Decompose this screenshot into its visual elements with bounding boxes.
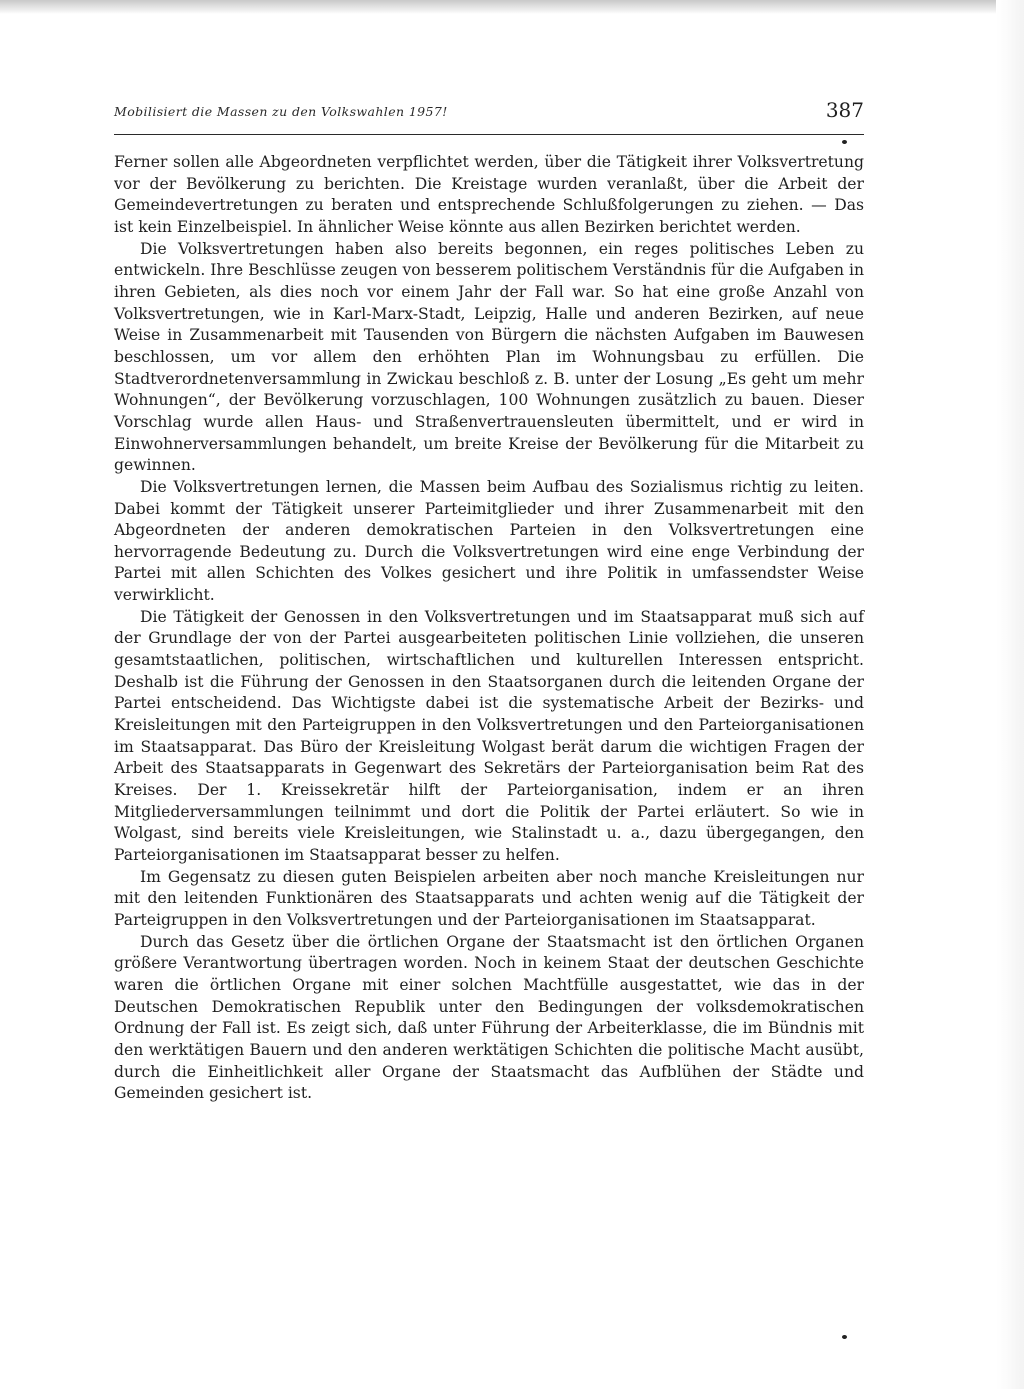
ink-speck [842, 1335, 847, 1339]
ink-speck [842, 140, 847, 144]
running-header [114, 98, 864, 135]
body-text [114, 152, 864, 1105]
paragraph-1: Ferner sollen alle Abgeordneten verpflichtet werden, über die Tätigkeit ihrer Volksvertretung vor der Bevölkerung zu berichten. Die Kreistage wurden veranlaßt, über die Arbeit der Gemeindevertretungen zu beraten und entsprechende Schlußfolgerungen zu ziehen. — Das ist kein Einzelbeispiel. In ähnlicher Weise könnte aus allen Bezirken berichtet werden. [114, 153, 864, 236]
paragraph-6: Durch das Gesetz über die örtlichen Organe der Staatsmacht ist den örtlichen Organen größere Verantwortung übertragen worden. Noch in keinem Staat der deutschen Geschichte waren die örtlichen Organe mit einer solchen Machtfülle ausgestattet, wie das in der Deutschen Demokratischen Republik unter den Bedingungen der volksdemokratischen Ordnung der Fall ist. Es zeigt sich, daß unter Führung der Arbeiterklasse, die im Bündnis mit den werktätigen Bauern und den anderen werktätigen Schichten die politische Macht ausübt, durch die Einheitlichkeit aller Organe der Staatsmacht das Aufblühen der Städte und Gemeinden gesichert ist. [114, 932, 864, 1103]
paragraph-5: Im Gegensatz zu diesen guten Beispielen arbeiten aber noch manche Kreisleitungen nur mit den leitenden Funktionären des Staatsapparats und achten wenig auf die Tätigkeit der Parteigruppen in den Volksvertretungen und der Parteiorganisationen im Staatsapparat. [114, 867, 864, 929]
running-title: Mobilisiert die Massen zu den Volkswahlen 1957! [114, 104, 448, 119]
paragraph-4: Die Tätigkeit der Genossen in den Volksvertretungen und im Staatsapparat muß sich auf der Grundlage der von der Partei ausgearbeiteten politischen Linie vollziehen, die unseren gesamtstaatlichen, politischen, wirtschaftlichen und kulturellen Interessen entspricht. Deshalb ist die Führung der Genossen in den Staatsorganen durch die leitenden Organe der Partei entscheidend. Das Wichtigste dabei ist die systematische Arbeit der Bezirks- und Kreisleitungen mit den Parteigruppen in den Volksvertretungen und den Parteiorganisationen im Staatsapparat. Das Büro der Kreisleitung Wolgast berät darum die wichtigen Fragen der Arbeit des Staatsapparats in Gegenwart des Sekretärs der Parteiorganisation beim Rat des Kreises. Der 1. Kreissekretär hilft der Parteiorganisation, indem er an ihren Mitgliederversammlungen teilnimmt und dort die Politik der Partei erläutert. So wie in Wolgast, sind bereits viele Kreisleitungen, wie Stalinstadt u. a., dazu übergegangen, den Parteiorganisationen im Staatsapparat besser zu helfen. [114, 607, 864, 864]
scan-right-edge [996, 0, 1024, 1389]
page-number: 387 [825, 98, 864, 122]
paragraph-3: Die Volksvertretungen lernen, die Massen beim Aufbau des Sozialismus richtig zu leiten. Dabei kommt der Tätigkeit unserer Parteimitglieder und ihrer Zusammenarbeit mit den Abgeordneten der anderen demokratischen Parteien in den Volksvertretungen eine hervorragende Bedeutung zu. Durch die Volksvertretungen wird eine enge Verbindung der Partei mit allen Schichten des Volkes gesichert und ihre Politik in umfassendster Weise verwirklicht. [114, 477, 864, 605]
paragraph-2: Die Volksvertretungen haben also bereits begonnen, ein reges politisches Leben zu entwickeln. Ihre Beschlüsse zeugen von besserem politischem Verständnis für die Aufgaben in ihren Gebieten, als dies noch vor einem Jahr der Fall war. So hat eine große Anzahl von Volksvertretungen, wie in Karl-Marx-Stadt, Leipzig, Halle und anderen Bezirken, auf neue Weise in Zusammenarbeit mit Tausenden von Bürgern die nächsten Aufgaben im Bauwesen beschlossen, um vor allem den erhöhten Plan im Wohnungsbau zu erfüllen. Die Stadtverordnetenversammlung in Zwickau beschloß z. B. unter der Losung „Es geht um mehr Wohnungen“, der Bevölkerung vorzuschlagen, 100 Wohnungen zusätzlich zu bauen. Dieser Vorschlag wurde allen Haus- und Straßenvertrauensleuten übermittelt, und er wird in Einwohnerversammlungen behandelt, um breite Kreise der Bevölkerung für die Mitarbeit zu gewinnen. [114, 239, 864, 475]
scan-top-edge [0, 0, 1024, 14]
